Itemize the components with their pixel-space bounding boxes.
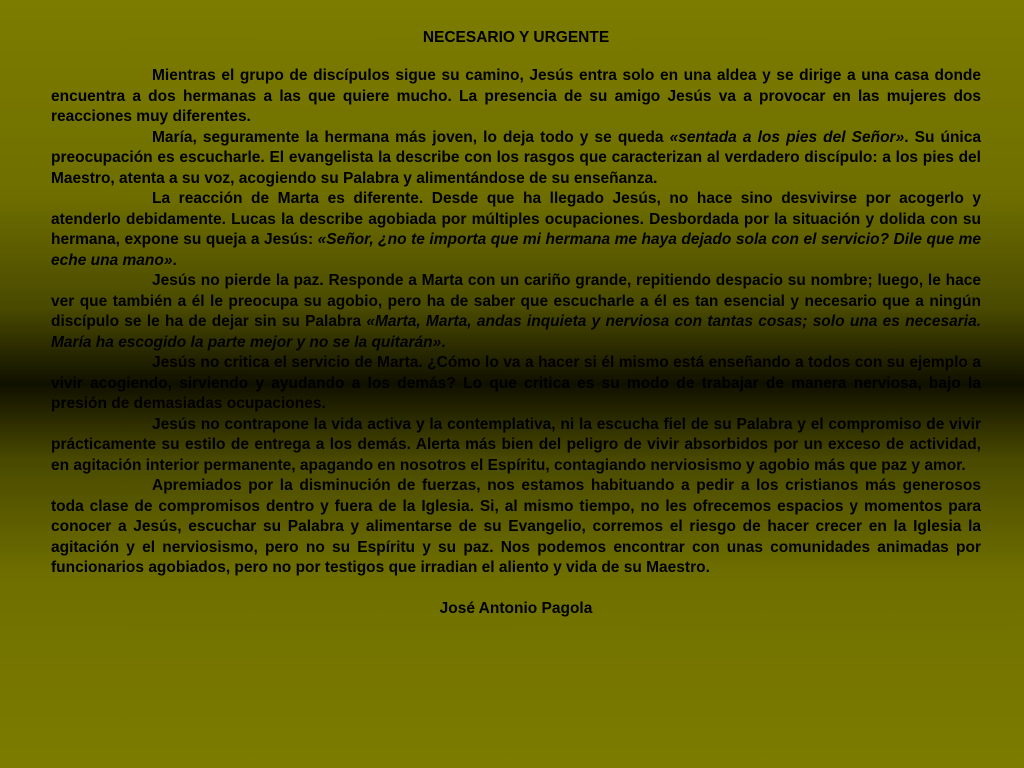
paragraph-7: [51, 476, 981, 579]
paragraph-text: Jesús no critica el servicio de Marta. ¿Cómo lo va a hacer si él mismo está enseñando a todos con su ejemplo a vivir acogiendo, sirviendo y ayudando a los demás? Lo que critica es su modo de trabajar de manera nerviosa, bajo la presión de demasiadas ocupaciones.: [51, 354, 981, 412]
document-title: NECESARIO Y URGENTE: [422, 29, 610, 46]
paragraph-text: .: [172, 251, 177, 269]
paragraph-quote: «Marta, Marta, andas inquieta y nerviosa con tantas cosas; solo una es necesaria. María ha escogido la parte mejor y no se la quitarán»: [51, 313, 982, 351]
paragraph-5: [51, 353, 981, 415]
paragraph-quote: «Señor, ¿no te importa que mi hermana me haya dejado sola con el servicio? Dile que me eche una mano»: [51, 231, 981, 269]
paragraph-text: Jesús no contrapone la vida activa y la contemplativa, ni la escucha fiel de su Palabra y el compromiso de vivir prácticamente su estilo de entrega a los demás. Alerta más bien del peligro de vivir absorbidos por un exceso de actividad, en agitación interior permanente, apagando en nosotros el Espíritu, contagiando nerviosismo y agobio más que paz y amor.: [51, 415, 981, 474]
paragraph-text: La reacción de Marta es diferente. Desde que ha llegado Jesús, no hace sino desvivirse por acogerlo y atenderlo debidamente. Lucas la describe agobiada por múltiples ocupaciones. Desbordada por la situación y dolida con su hermana, expone su queja a Jesús:: [51, 190, 981, 248]
document-author: José Antonio Pagola: [439, 599, 593, 617]
paragraph-1: [51, 66, 981, 128]
paragraph-quote: «sentada a los pies del Señor»: [669, 128, 905, 146]
paragraph-text: . Su única preocupación es escucharle. El evangelista la describe con los rasgos que caracterizan al verdadero discípulo: a los pies del Maestro, atenta a su voz, acogiendo su Palabra y alimentándose de su enseñanza.: [51, 128, 981, 187]
paragraph-text: Mientras el grupo de discípulos sigue su camino, Jesús entra solo en una aldea y se dirige a una casa donde encuentra a dos hermanas a las que quiere mucho. La presencia de su amigo Jesús va a provocar en las mujeres dos reacciones muy diferentes.: [51, 67, 981, 125]
paragraph-2: [51, 128, 981, 190]
paragraph-text: .: [441, 333, 446, 351]
paragraph-3: [51, 189, 981, 271]
paragraph-text: Apremiados por la disminución de fuerzas, nos estamos habituando a pedir a los cristianos más generosos toda clase de compromisos dentro y fuera de la Iglesia. Si, al mismo tiempo, no les ofrecemos espacios y momentos para conocer a Jesús, escuchar su Palabra y alimentarse de su Evangelio, corremos el riesgo de hacer crecer en la Iglesia la agitación y el nerviosismo, pero no su Espíritu y su paz. Nos podemos encontrar con unas comunidades animadas por funcionarios agobiados, pero no por testigos que irradian el aliento y vida de su Maestro.: [51, 477, 981, 576]
document-page: [51, 28, 981, 619]
paragraph-text: Jesús no pierde la paz. Responde a Marta con un cariño grande, repitiendo despacio su nombre; luego, le hace ver que también a él le preocupa su agobio, pero ha de saber que escucharle a él es tan esencial y necesario que a ningún discípulo se le ha de dejar sin su Palabra: [51, 272, 981, 330]
document-body: [51, 66, 981, 579]
paragraph-4: [51, 271, 981, 353]
paragraph-text: María, seguramente la hermana más joven, lo deja todo y se queda: [152, 128, 670, 146]
paragraph-6: [51, 415, 981, 477]
